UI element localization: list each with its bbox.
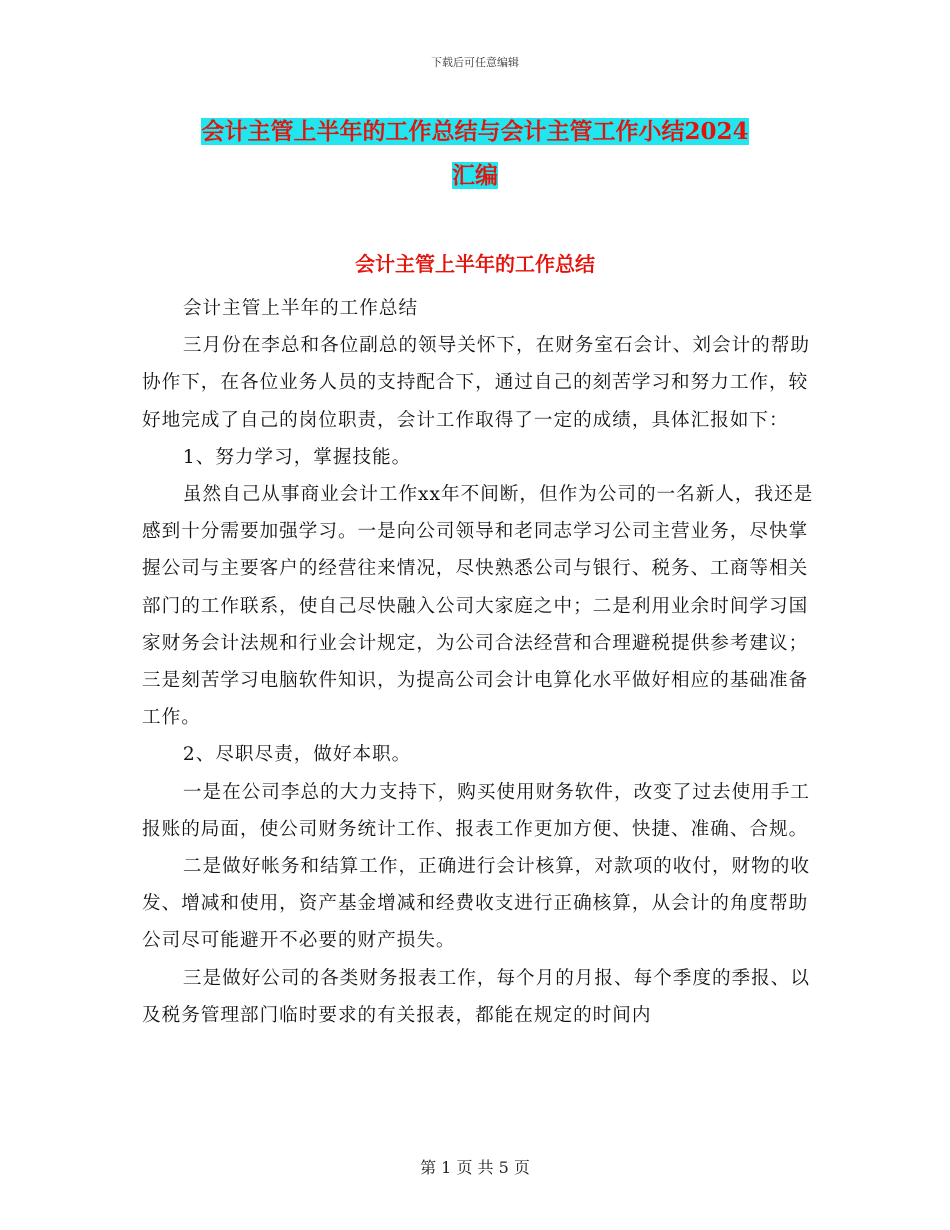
- paragraph: 三是做好公司的各类财务报表工作，每个月的月报、每个季度的季报、以及税务管理部门临时要求的有关报表，都能在规定的时间内: [142, 967, 810, 1026]
- title-line-2: 汇编: [452, 162, 498, 189]
- document-title: [150, 110, 800, 198]
- title-line-1: 会计主管上半年的工作总结与会计主管工作小结2024: [201, 118, 749, 145]
- page-footer: 第 1 页 共 5 页: [420, 1158, 530, 1177]
- section-title: 会计主管上半年的工作总结: [355, 252, 595, 276]
- paragraph: 会计主管上半年的工作总结: [182, 298, 419, 319]
- paragraph: 二是做好帐务和结算工作，正确进行会计核算，对款项的收付，财物的收发、增减和使用，资产基金增减和经费收支进行正确核算，从会计的角度帮助公司尽可能避开不必要的财产损失。: [142, 856, 810, 952]
- paragraph: 三月份在李总和各位副总的领导关怀下，在财务室石会计、刘会计的帮助协作下，在各位业务人员的支持配合下，通过自己的刻苦学习和努力工作，较好地完成了自己的岗位职责，会计工作取得了一定的成绩，具体汇报如下：: [142, 335, 810, 431]
- paragraph: 2、尽职尽责，做好本职。: [182, 744, 412, 766]
- document-body: [142, 290, 822, 1034]
- paragraph: 1、努力学习，掌握技能。: [182, 446, 412, 468]
- paragraph: 一是在公司李总的大力支持下，购买使用财务软件，改变了过去使用手工报账的局面，使公司财务统计工作、报表工作更加方便、快捷、准确、合规。: [142, 781, 810, 840]
- paragraph: 虽然自己从事商业会计工作xx年不间断，但作为公司的一名新人，我还是感到十分需要加强学习。一是向公司领导和老同志学习公司主营业务，尽快掌握公司与主要客户的经营往来情况，尽快熟悉公司与银行、税务、工商等相关部门的工作联系，使自己尽快融入公司大家庭之中；二是利用业余时间学习国家财务会计法规和行业会计规定，为公司合法经营和合理避税提供参考建议；三是刻苦学习电脑软件知识，为提高公司会计电算化水平做好相应的基础准备工作。: [142, 484, 814, 729]
- page-header-note: 下载后可任意编辑: [431, 56, 519, 69]
